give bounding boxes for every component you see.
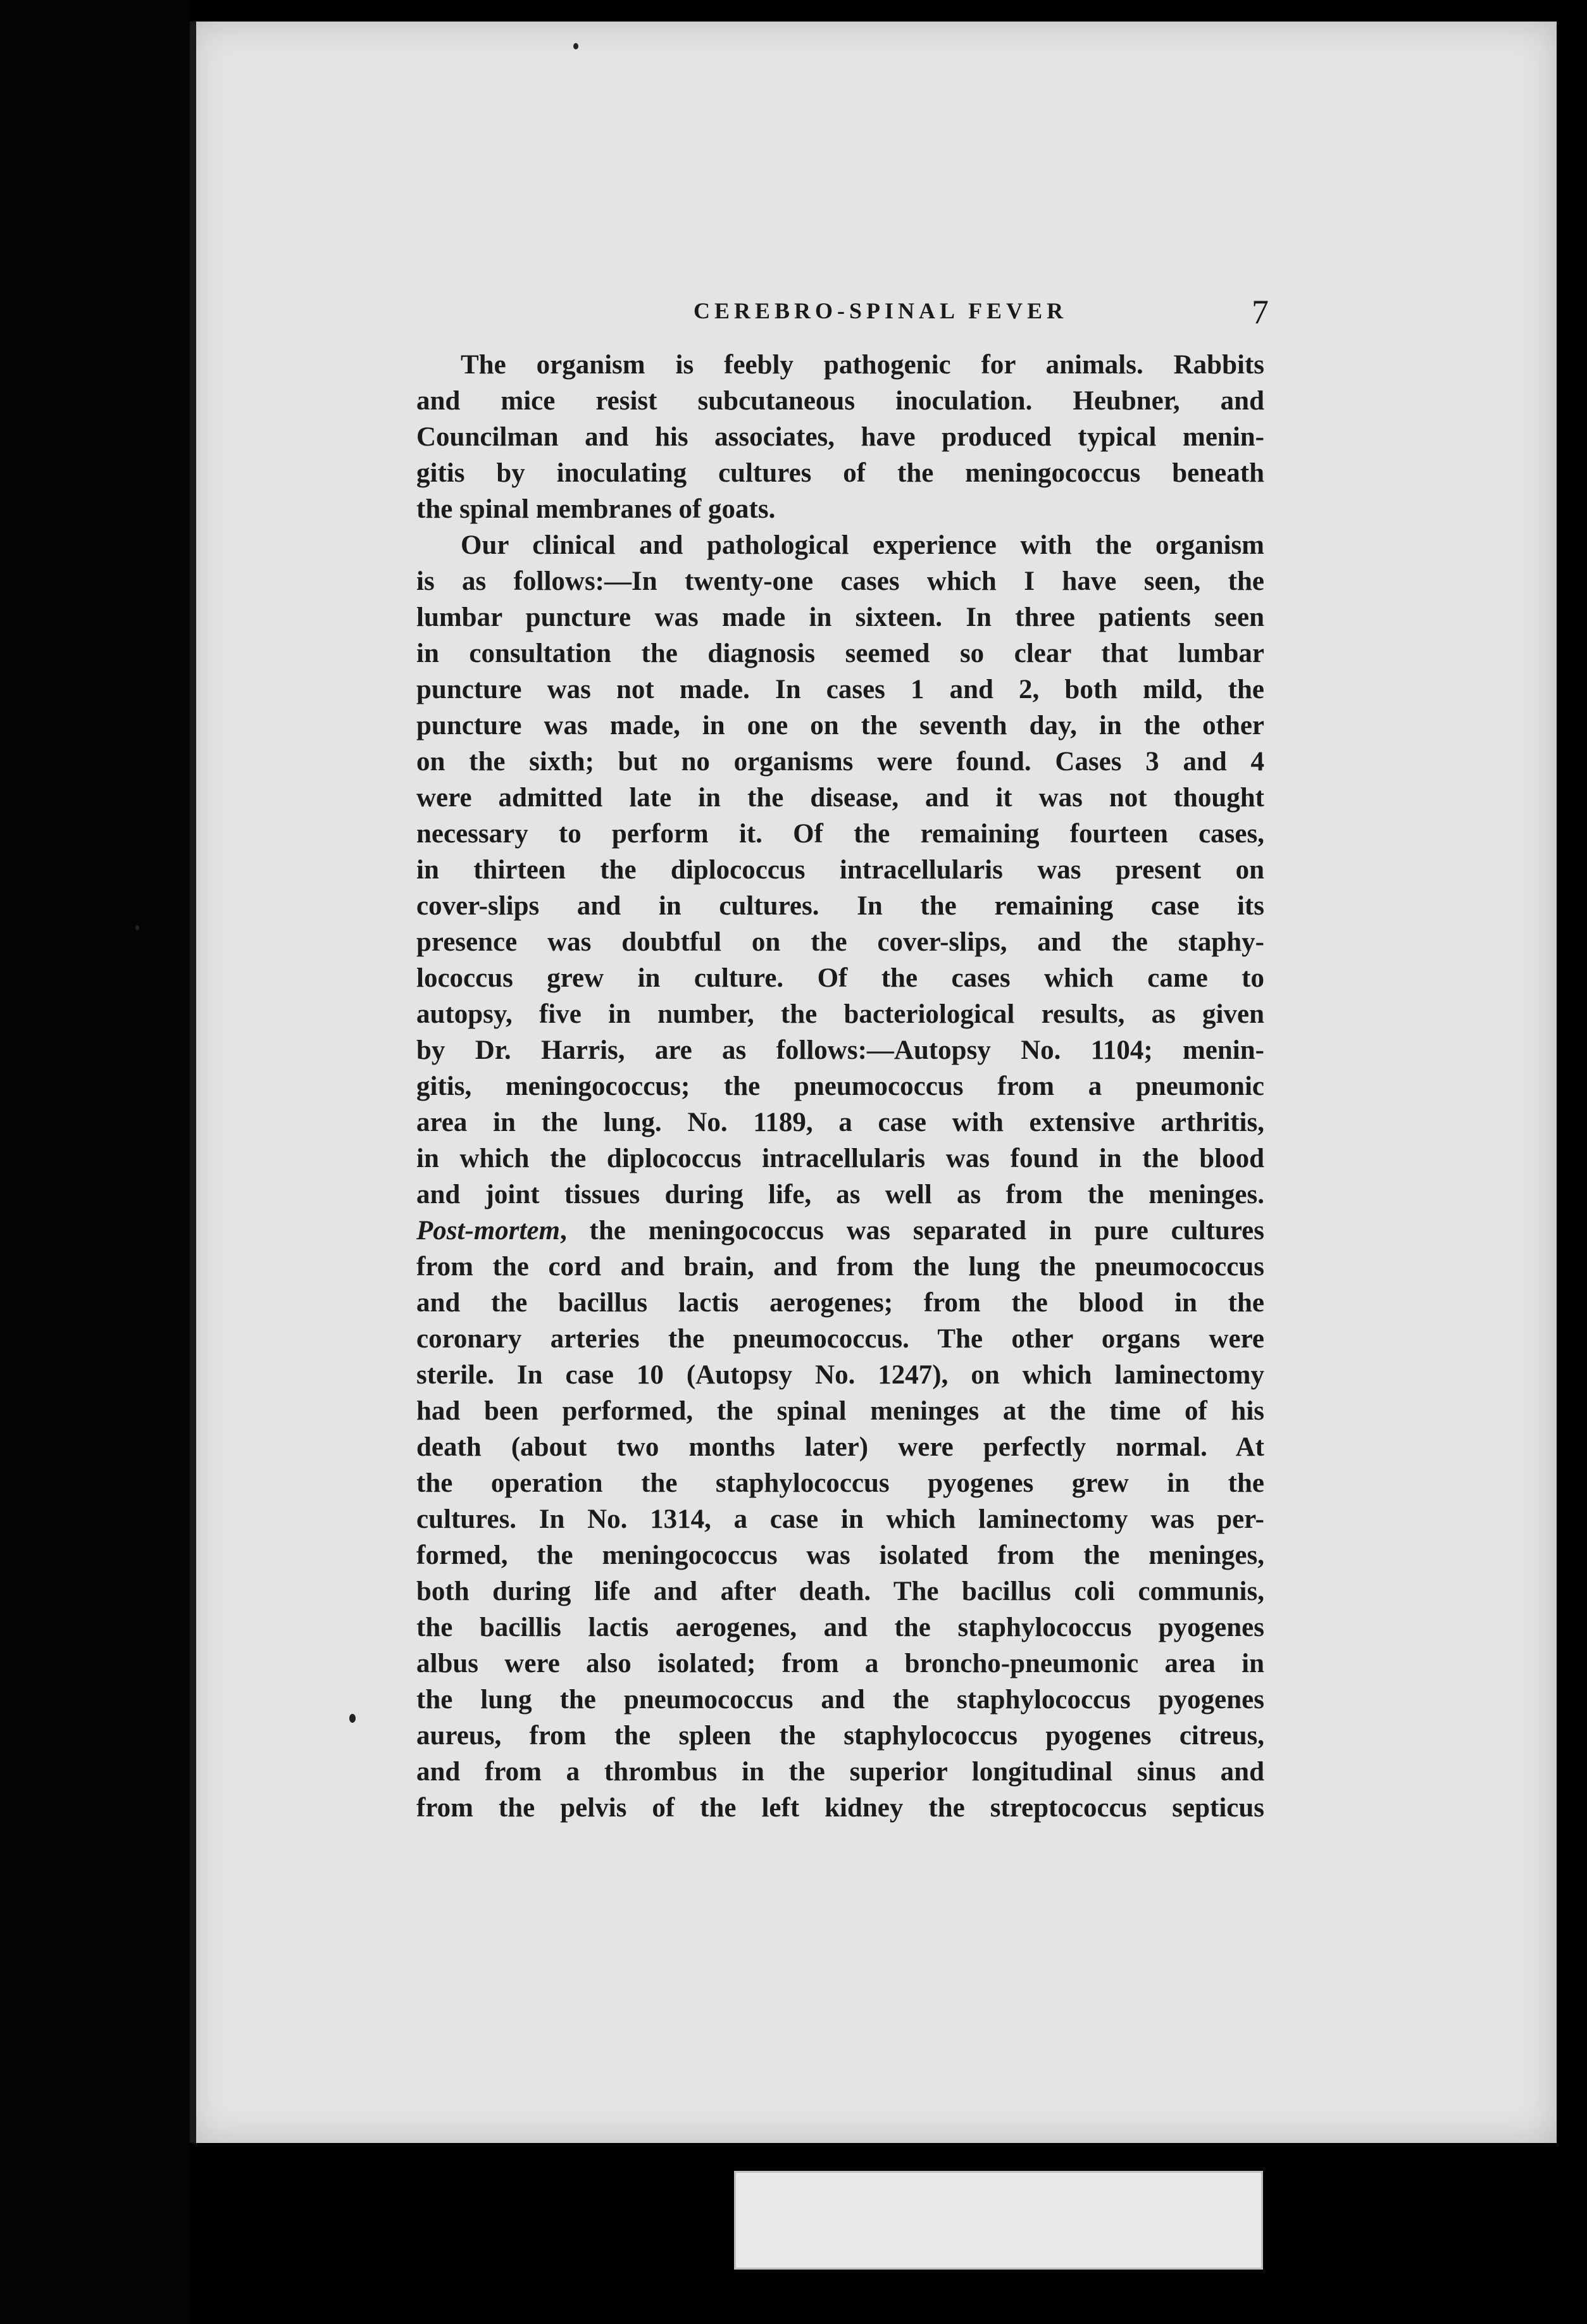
text-line: Post-mortem, the meningococcus was separated in pure cultures	[416, 1216, 1264, 1246]
text-line: and mice resist subcutaneous inoculation. Heubner, and	[416, 386, 1264, 416]
text-line: The organism is feebly pathogenic for animals. Rabbits	[461, 350, 1264, 380]
text-line: is as follows:—In twenty-one cases which I have seen, the	[416, 566, 1264, 596]
text-line: from the pelvis of the left kidney the streptococcus septicus	[416, 1793, 1264, 1823]
text-line: the operation the staphylococcus pyogenes grew in the	[416, 1468, 1264, 1498]
text-line: coronary arteries the pneumococcus. The other organs were	[416, 1324, 1264, 1354]
text-line: cultures. In No. 1314, a case in which laminectomy was per-	[416, 1504, 1264, 1534]
body-text	[416, 347, 1264, 1826]
text-line: the bacillis lactis aerogenes, and the staphylococcus pyogenes	[416, 1613, 1264, 1642]
text-line: Our clinical and pathological experience with the organism	[461, 530, 1264, 560]
text-line: and joint tissues during life, as well as from the meninges.	[416, 1180, 1264, 1209]
text-line: autopsy, five in number, the bacteriological results, as given	[416, 999, 1264, 1029]
text-line: in consultation the diagnosis seemed so clear that lumbar	[416, 639, 1264, 668]
text-line: death (about two months later) were perfectly normal. At	[416, 1432, 1264, 1462]
scan-gutter	[0, 0, 190, 2324]
text-line: in which the diplococcus intracellularis was found in the blood	[416, 1144, 1264, 1173]
text-line: formed, the meningococcus was isolated from the meninges,	[416, 1540, 1264, 1570]
text-line: necessary to perform it. Of the remaining fourteen cases,	[416, 819, 1264, 849]
text-line: by Dr. Harris, are as follows:—Autopsy No. 1104; menin-	[416, 1035, 1264, 1065]
text-line: sterile. In case 10 (Autopsy No. 1247), on which laminectomy	[416, 1360, 1264, 1390]
text-line: aureus, from the spleen the staphylococcus pyogenes citreus,	[416, 1721, 1264, 1751]
text-line: puncture was made, in one on the seventh day, in the other	[416, 711, 1264, 740]
scan-speck	[135, 925, 139, 930]
text-line: cover-slips and in cultures. In the remaining case its	[416, 891, 1264, 921]
scan-label-strip	[734, 2171, 1263, 2270]
text-line: area in the lung. No. 1189, a case with extensive arthritis,	[416, 1108, 1264, 1137]
text-line: albus were also isolated; from a broncho-pneumonic area in	[416, 1649, 1264, 1678]
text-line: both during life and after death. The bacillus coli communis,	[416, 1577, 1264, 1606]
text-line: on the sixth; but no organisms were found. Cases 3 and 4	[416, 747, 1264, 777]
running-head: CEREBRO-SPINAL FEVER	[694, 298, 1068, 323]
text-line: and from a thrombus in the superior longitudinal sinus and	[416, 1757, 1264, 1787]
text-line: presence was doubtful on the cover-slips, and the staphy-	[416, 927, 1264, 957]
page-edge	[190, 22, 196, 2143]
scan-speck	[349, 1714, 356, 1723]
text-line: gitis, meningococcus; the pneumococcus from a pneumonic	[416, 1071, 1264, 1101]
text-line: were admitted late in the disease, and it was not thought	[416, 783, 1264, 813]
text-line: from the cord and brain, and from the lung the pneumococcus	[416, 1252, 1264, 1282]
text-line: puncture was not made. In cases 1 and 2, both mild, the	[416, 675, 1264, 704]
text-line: lumbar puncture was made in sixteen. In three patients seen	[416, 603, 1264, 632]
text-line: gitis by inoculating cultures of the meningococcus beneath	[416, 458, 1264, 488]
text-line: in thirteen the diplococcus intracellularis was present on	[416, 855, 1264, 885]
text-line: the lung the pneumococcus and the staphylococcus pyogenes	[416, 1685, 1264, 1715]
text-line: lococcus grew in culture. Of the cases which came to	[416, 963, 1264, 993]
text-line: Councilman and his associates, have produced typical menin-	[416, 422, 1264, 452]
text-line: and the bacillus lactis aerogenes; from the blood in the	[416, 1288, 1264, 1318]
page-number: 7	[1252, 293, 1269, 331]
text-line: had been performed, the spinal meninges at the time of his	[416, 1396, 1264, 1426]
text-line: the spinal membranes of goats.	[416, 494, 776, 524]
scan-speck	[573, 43, 578, 49]
